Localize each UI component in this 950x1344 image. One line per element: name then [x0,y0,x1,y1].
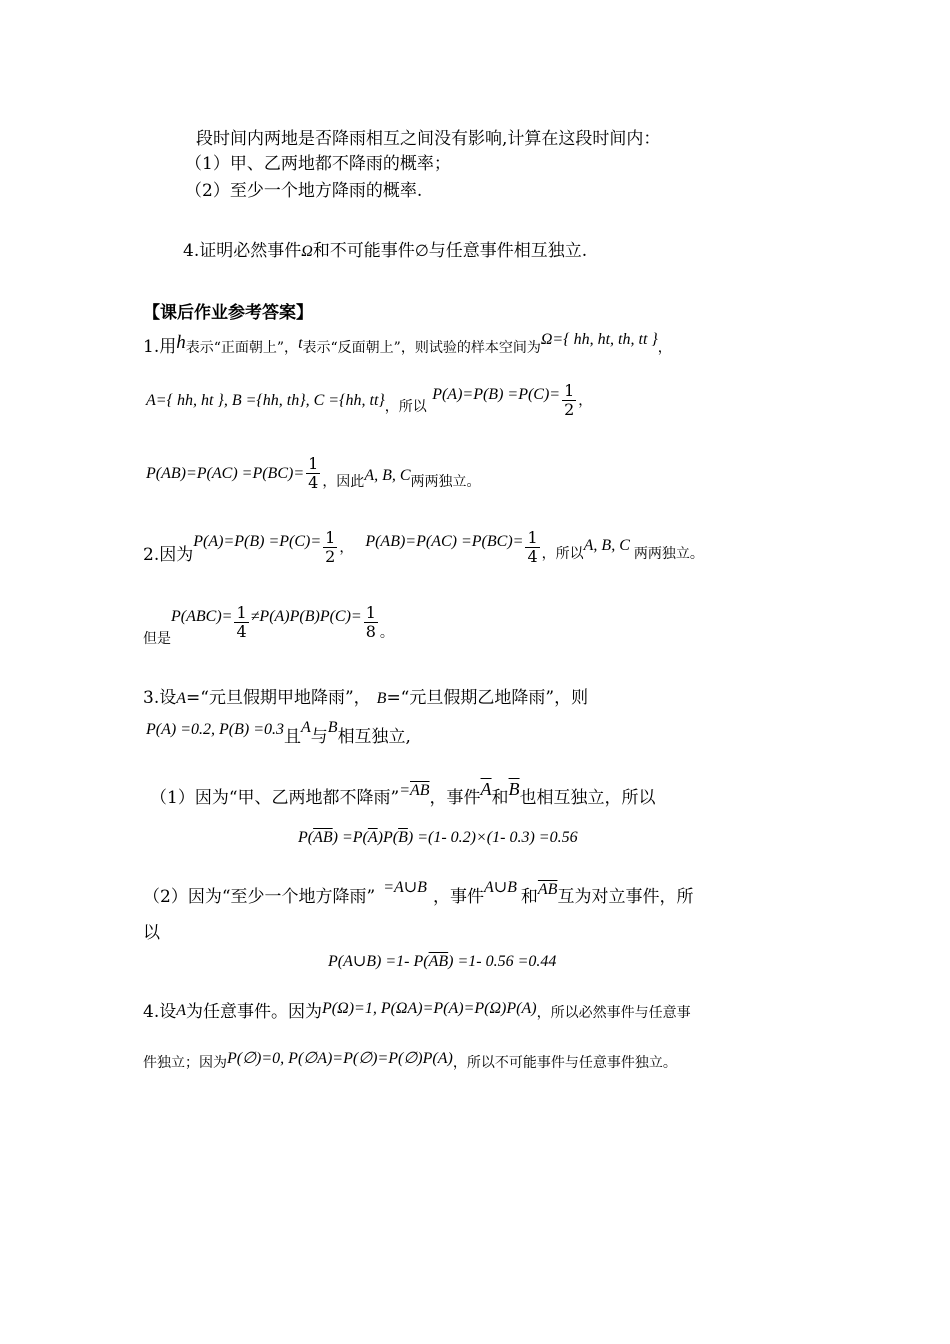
a3-b-bar: $\overline{B}$ [508,779,520,799]
a1-prefix: 1.用 [143,337,177,357]
a2-frac-2-num: 1 [527,528,538,547]
answer-1-line-1 [143,331,672,359]
intro-line-1: 段时间内两地是否降雨相互之间没有影响,计算在这段时间内： [196,129,661,149]
q4-empty: ∅ [414,243,429,260]
a3-a: A [176,690,187,707]
a2-p-ab: P(AB)=P(AC) =P(BC)= [365,533,524,550]
a3-p2-shijian: ，事件 [432,887,484,907]
a3-p1-also: 也相互独立，所以 [519,788,656,808]
q4-prefix: 4.证明必然事件 [183,241,302,261]
a1-end-comma: ， [578,393,593,409]
a4-formula-1: P(Ω)=1, P(ΩA)=P(A)=P(Ω)P(A) [322,1000,537,1017]
a4-text-1: 为任意事件。因为 [186,1002,323,1022]
answer-2-line-1 [143,527,704,568]
a3-f1-end: ) =(1- 0.2)×(1- 0.3) =0.56 [407,829,578,846]
a3-f1-a: $\overline{A}$ [367,829,378,846]
a3-indep: 相互独立, [337,727,411,747]
a1-set-b: , B ={hh, th} [223,392,306,409]
a2-frac-1-den: 2 [325,547,336,566]
a3-p1-ab-bar: $\overline{AB}$ [410,782,430,799]
a3-p2-he: 和 [520,887,538,907]
a1-p-ab: P(AB)=P(AC) =P(BC)= [146,465,305,482]
answer-1-line-3 [146,453,481,494]
a1-omega-set: Ω={ hh, ht, th, tt } [540,331,658,348]
answer-1-line-2 [146,380,592,421]
a4-formula-2: P(∅)=0, P(∅A)=P(∅)=P(∅)P(A) [227,1050,453,1067]
a3-f1-mid: )P( [377,829,399,846]
answer-3-formula-1 [298,826,578,849]
a2-neq: ≠P(A)P(B)P(C)= [250,608,362,625]
a1-frac-half [562,382,576,419]
a4-a: A [176,1002,187,1019]
a3-prefix: 3.设 [143,688,177,708]
q4-omega: Ω [301,243,313,260]
a4-text-3: ，所以不可能事件与任意事件独立。 [452,1055,677,1071]
answer-3-part-2-cont: 以 [143,923,160,943]
a2-sep: ， [339,540,354,556]
a2-frac-2-den: 4 [527,547,538,566]
a1-abc: A, B, C [364,467,411,484]
intro-line-2: （1）甲、乙两地都不降雨的概率； [185,154,451,174]
a1-t: t [298,335,303,352]
a3-p1-shijian: ，事件 [429,788,481,808]
a3-p2-duili: 互为对立事件，所 [557,887,694,907]
a2-frac-3-num: 1 [236,603,247,622]
answers-title: 【课后作业参考答案】 [143,303,313,323]
a1-liangliang: 两两独立。 [410,474,481,490]
a2-danshi: 但是 [143,631,171,647]
a2-frac-quarter-2 [234,604,248,641]
a3-f2-pre: P(A∪B) =1- P( [328,953,429,970]
a3-yu: 与 [310,727,328,747]
a3-p1-he: 和 [491,788,509,808]
a2-suoyi: ，所以 [541,546,584,562]
a2-frac-1-num: 1 [325,528,336,547]
answer-4-line-1 [143,1001,691,1024]
intro-line-3: （2）至少一个地方降雨的概率. [185,181,423,201]
a4-prefix: 4.设 [143,1002,177,1022]
a2-frac-eighth [364,604,378,641]
answer-3-formula-2 [328,950,556,973]
a3-event-b: =“元旦假期乙地降雨”，则 [386,688,589,708]
a2-frac-3-den: 4 [236,622,247,641]
q4-suffix: 与任意事件相互独立. [428,241,588,261]
question-4 [183,240,587,263]
a3-p2-aub-2: A∪B [483,879,517,896]
a1-frac-quarter [306,455,320,492]
a2-liangliang: 两两独立。 [633,546,704,562]
a3-f2-ab: $\overline{AB}$ [428,953,449,970]
a3-p1-eq: = [399,782,410,799]
a3-f2-end: ) =1- 0.56 =0.44 [448,953,557,970]
a3-event-a: =“元旦假期甲地降雨”， [186,688,371,708]
a3-b-2: B [327,719,338,736]
a3-p1-prefix: （1）因为“甲、乙两地都不降雨” [150,788,400,808]
a3-p2-ab-bar: $\overline{AB}$ [537,881,558,898]
a3-b: B [376,690,387,707]
a2-p-eq: P(A)=P(B) =P(C)= [193,533,322,550]
a1-yinci: ，因此 [322,474,365,490]
a1-p-eq: P(A)=P(B) =P(C)= [432,386,561,403]
a3-f1-post: ) =P( [332,829,368,846]
answer-4-line-2 [143,1051,677,1074]
answer-2-line-2 [143,602,394,647]
a3-f1-pre: P( [298,829,314,846]
q4-mid: 和不可能事件 [312,241,415,261]
a4-text-2: ，所以必然事件与任意事 [536,1005,691,1021]
a2-frac-half [323,529,337,566]
a3-a-bar: $\overline{A}$ [480,779,492,799]
a2-abc: A, B, C [583,537,630,554]
answer-3-line-1 [143,687,588,710]
a1-text-2: 表示“反面朝上”，则试验的样本空间为 [302,340,541,356]
a2-frac-quarter [525,529,539,566]
a3-p2-prefix: （2）因为“至少一个地方降雨” [143,887,376,907]
a3-a-2: A [301,719,311,736]
a1-frac-den: 2 [564,400,575,419]
answer-3-line-2 [146,719,411,747]
a1-comma: ， [657,340,672,356]
a3-probs: P(A) =0.2, P(B) =0.3 [146,721,284,738]
a2-frac-4-den: 8 [365,622,376,641]
a3-qie: 且 [284,727,301,747]
a1-text-1: 表示“正面朝上”， [185,340,299,356]
a1-frac-quarter-den: 4 [308,473,319,492]
a3-f1-b: $\overline{B}$ [398,829,408,846]
a1-set-c: , C ={hh, tt} [305,392,385,409]
a1-h: h [176,332,186,353]
a1-set-a: A={ hh, ht } [146,392,224,409]
a3-f1-ab: $\overline{AB}$ [313,829,333,846]
a4-line2-prefix: 件独立；因为 [143,1055,227,1071]
a1-frac-num: 1 [564,381,575,400]
a1-frac-quarter-num: 1 [308,454,319,473]
a1-suoyi: ，所以 [384,399,427,415]
a2-frac-4-num: 1 [365,603,376,622]
answer-3-part-2 [143,879,694,909]
a3-p2-aub: =A∪B [383,879,427,896]
a2-p-abc: P(ABC)= [171,608,233,625]
a2-prefix: 2.因为 [143,545,194,565]
a2-end: 。 [379,625,394,641]
answer-3-part-1 [150,779,656,810]
